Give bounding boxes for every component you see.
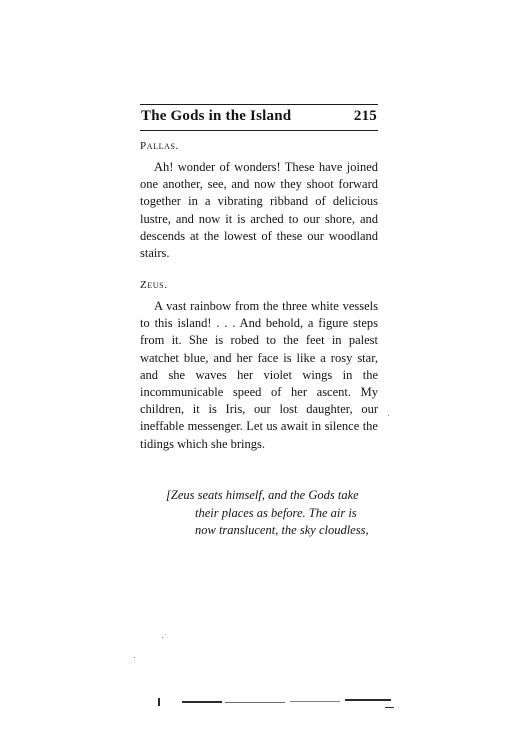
speech-paragraph-pallas: Ah! wonder of wonders! These have joined one another, see, and now they shoot forward together in a vibrating ribband of delicious lustre, and now it is arched to our shore, and descends at the lowest of these our woodland stairs. — [140, 160, 378, 261]
top-rule — [140, 104, 378, 105]
running-title: The Gods in the Island — [141, 108, 292, 124]
running-header — [141, 108, 377, 125]
header-rule — [140, 130, 378, 131]
scan-speck — [134, 657, 135, 658]
stage-direction — [166, 487, 378, 540]
stage-direction-line: their places as before. The air is — [195, 505, 357, 520]
speaker-name-zeus: Zeus. — [140, 279, 168, 291]
stage-direction-line: now translucent, the sky cloudless, — [195, 523, 369, 538]
speech-paragraph-zeus: A vast rainbow from the three white vessels to this island! . . . And behold, a figure steps from it. She is robed to the feet in palest watchet blue, and her face is like a rosy star, and she waves her violet wings in the incommunicable speed of her ascent. My children, it is Iris, our lost daughter, our ineffable messenger. Let us await in silence the tidings which she brings. — [140, 299, 378, 451]
speaker-name-pallas: Pallas. — [140, 140, 179, 152]
scan-speck — [388, 415, 389, 416]
stage-direction-line: [Zeus seats himself, and the Gods take — [166, 488, 359, 502]
page-number: 215 — [353, 108, 377, 124]
scan-artifact-marks — [155, 696, 395, 710]
scan-speck — [162, 637, 163, 638]
